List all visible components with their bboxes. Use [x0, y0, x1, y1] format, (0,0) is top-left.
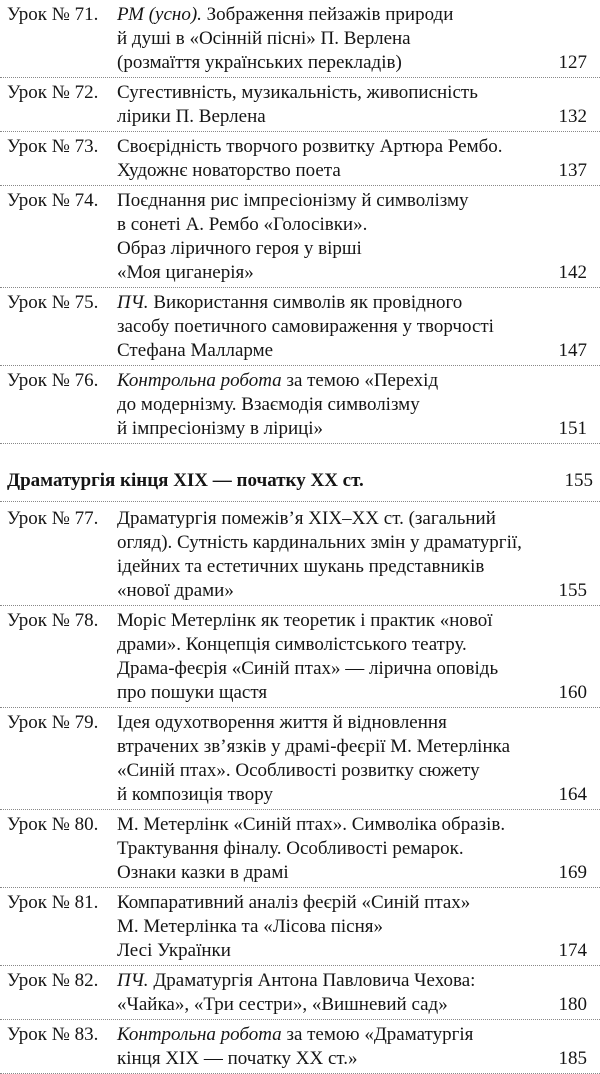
entry-text: Драматургія Антона Павловича Чехова:	[148, 970, 476, 991]
divider	[0, 605, 600, 606]
entry-text: Драматургія помежів’я XIX–XX ст. (загальний	[117, 508, 496, 529]
divider	[0, 365, 600, 366]
entry-line	[117, 81, 478, 105]
page-number: 155	[558, 580, 587, 601]
lesson-number: Урок № 77.	[7, 508, 99, 529]
entry-line	[117, 291, 462, 315]
entry-line	[117, 1023, 473, 1047]
entry-text: Ознаки казки в драмі	[117, 862, 289, 883]
entry-text: (розмаїття українських перекладів)	[117, 52, 402, 73]
entry-line	[117, 417, 323, 441]
divider	[0, 501, 600, 502]
lesson-number: Урок № 83.	[7, 1024, 99, 1045]
entry-text: огляд). Сутність кардинальних змін у драматургії,	[117, 532, 522, 553]
page-number: 151	[558, 418, 587, 439]
page-number: 160	[558, 682, 587, 703]
entry-text: Образ ліричного героя у вірші	[117, 238, 362, 259]
lesson-number: Урок № 79.	[7, 712, 99, 733]
divider	[0, 131, 600, 132]
entry-text: «Моя циганерія»	[117, 262, 254, 283]
entry-line	[117, 939, 231, 963]
divider	[0, 1019, 600, 1020]
divider	[0, 707, 600, 708]
page-number: 132	[558, 106, 587, 127]
entry-line	[117, 993, 448, 1017]
entry-text: втрачених зв’язків у драмі-феєрії М. Метерлінка	[117, 736, 511, 757]
toc-entry	[0, 135, 600, 183]
entry-text: й душі в «Осінній пісні» П. Верлена	[117, 28, 411, 49]
entry-text: Компаративний аналіз феєрій «Синій птах»	[117, 892, 471, 913]
lesson-number: Урок № 71.	[7, 4, 99, 25]
entry-text: М. Метерлінка та «Лісова пісня»	[117, 916, 384, 937]
page-number: 147	[558, 340, 587, 361]
lesson-number: Урок № 78.	[7, 610, 99, 631]
entry-text: Використання символів як провідного	[148, 292, 463, 313]
entry-text: в сонеті А. Рембо «Голосівки».	[117, 214, 368, 235]
lesson-type: Контрольна робота	[117, 370, 282, 391]
entry-line	[117, 735, 510, 759]
entry-line	[117, 135, 503, 159]
lesson-number: Урок № 80.	[7, 814, 99, 835]
toc-entry	[0, 369, 600, 441]
page-number: 142	[558, 262, 587, 283]
toc-entry	[0, 969, 600, 1017]
divider	[0, 887, 600, 888]
entry-line	[117, 237, 362, 261]
entry-line	[117, 657, 498, 681]
entry-line	[117, 813, 505, 837]
toc-entry	[0, 711, 600, 807]
entry-text: лірики П. Верлена	[117, 106, 266, 127]
entry-line	[117, 507, 496, 531]
entry-line	[117, 159, 341, 183]
entry-text: Художнє новаторство поета	[117, 160, 341, 181]
toc-entry	[0, 3, 600, 75]
lesson-number: Урок № 72.	[7, 82, 99, 103]
entry-line	[117, 837, 464, 861]
entry-line	[117, 681, 267, 705]
entry-line	[117, 261, 254, 285]
divider	[0, 443, 600, 444]
toc-entry	[0, 81, 600, 129]
entry-line	[117, 633, 467, 657]
entry-text: й композиція твору	[117, 784, 274, 805]
toc-entry	[0, 291, 600, 363]
lesson-type: ПЧ.	[117, 292, 149, 313]
divider	[0, 77, 600, 78]
entry-text: за темою «Драматургія	[281, 1024, 474, 1045]
section-heading	[7, 469, 593, 493]
entry-line	[117, 393, 420, 417]
toc-entry	[0, 813, 600, 885]
lesson-number: Урок № 73.	[7, 136, 99, 157]
lesson-number: Урок № 75.	[7, 292, 99, 313]
entry-line	[117, 189, 469, 213]
divider	[0, 809, 600, 810]
entry-line	[117, 369, 438, 393]
entry-text: Драма-феєрія «Синій птах» — лірична оповідь	[117, 658, 499, 679]
entry-text: Стефана Малларме	[117, 340, 274, 361]
section-page-number: 155	[564, 470, 593, 491]
entry-text: й імпресіонізму в ліриці»	[117, 418, 324, 439]
entry-line	[117, 555, 484, 579]
lesson-type: ПЧ.	[117, 970, 149, 991]
page-number: 164	[558, 784, 587, 805]
entry-line	[117, 861, 289, 885]
entry-text: ідейних та естетичних шукань представників	[117, 556, 485, 577]
entry-line	[117, 579, 234, 603]
entry-text: Своєрідність творчого розвитку Артюра Рембо.	[117, 136, 503, 157]
entry-text: «Чайка», «Три сестри», «Вишневий сад»	[117, 994, 448, 1015]
entry-text: Зображення пейзажів природи	[201, 4, 454, 25]
page-number: 169	[558, 862, 587, 883]
entry-line	[117, 105, 266, 129]
entry-line	[117, 609, 493, 633]
lesson-number: Урок № 74.	[7, 190, 99, 211]
entry-line	[117, 3, 453, 27]
entry-text: Поєднання рис імпресіонізму й символізму	[117, 190, 469, 211]
entry-text: засобу поетичного самовираження у творчості	[117, 316, 494, 337]
entry-text: Сугестивність, музикальність, живописність	[117, 82, 478, 103]
section-title: Драматургія кінця XIX — початку XX ст.	[7, 470, 364, 491]
divider	[0, 965, 600, 966]
entry-line	[117, 969, 475, 993]
entry-text: «нової драми»	[117, 580, 234, 601]
lesson-number: Урок № 76.	[7, 370, 99, 391]
entry-text: про пошуки щастя	[117, 682, 268, 703]
page-number: 174	[558, 940, 587, 961]
toc-entry	[0, 891, 600, 963]
toc-entry	[0, 507, 600, 603]
lesson-number: Урок № 82.	[7, 970, 99, 991]
entry-text: Трактування фіналу. Особливості ремарок.	[117, 838, 464, 859]
entry-line	[117, 27, 411, 51]
entry-line	[117, 891, 470, 915]
entry-line	[117, 339, 273, 363]
entry-line	[117, 531, 522, 555]
entry-text: Моріс Метерлінк як теоретик і практик «нової	[117, 610, 493, 631]
divider	[0, 287, 600, 288]
entry-text: за темою «Перехід	[281, 370, 439, 391]
entry-line	[117, 315, 494, 339]
page-number: 180	[558, 994, 587, 1015]
entry-text: Ідея одухотворення життя й відновлення	[117, 712, 447, 733]
entry-line	[117, 213, 367, 237]
entry-text: до модернізму. Взаємодія символізму	[117, 394, 420, 415]
entry-line	[117, 51, 402, 75]
entry-text: «Синій птах». Особливості розвитку сюжету	[117, 760, 480, 781]
lesson-type: РМ (усно).	[117, 4, 202, 25]
divider	[0, 185, 600, 186]
page-number: 127	[558, 52, 587, 73]
page-number: 185	[558, 1048, 587, 1069]
entry-text: Лесі Українки	[117, 940, 231, 961]
toc-entry	[0, 189, 600, 285]
entry-text: М. Метерлінк «Синій птах». Символіка образів.	[117, 814, 506, 835]
toc-entry	[0, 1023, 600, 1071]
lesson-type: Контрольна робота	[117, 1024, 282, 1045]
toc-entry	[0, 609, 600, 705]
entry-text: кінця XIX — початку XX ст.»	[117, 1048, 358, 1069]
entry-line	[117, 1047, 358, 1071]
entry-text: драми». Концепція символістського театру.	[117, 634, 467, 655]
entry-line	[117, 711, 447, 735]
entry-line	[117, 759, 480, 783]
page-number: 137	[558, 160, 587, 181]
entry-line	[117, 783, 273, 807]
entry-line	[117, 915, 383, 939]
lesson-number: Урок № 81.	[7, 892, 99, 913]
